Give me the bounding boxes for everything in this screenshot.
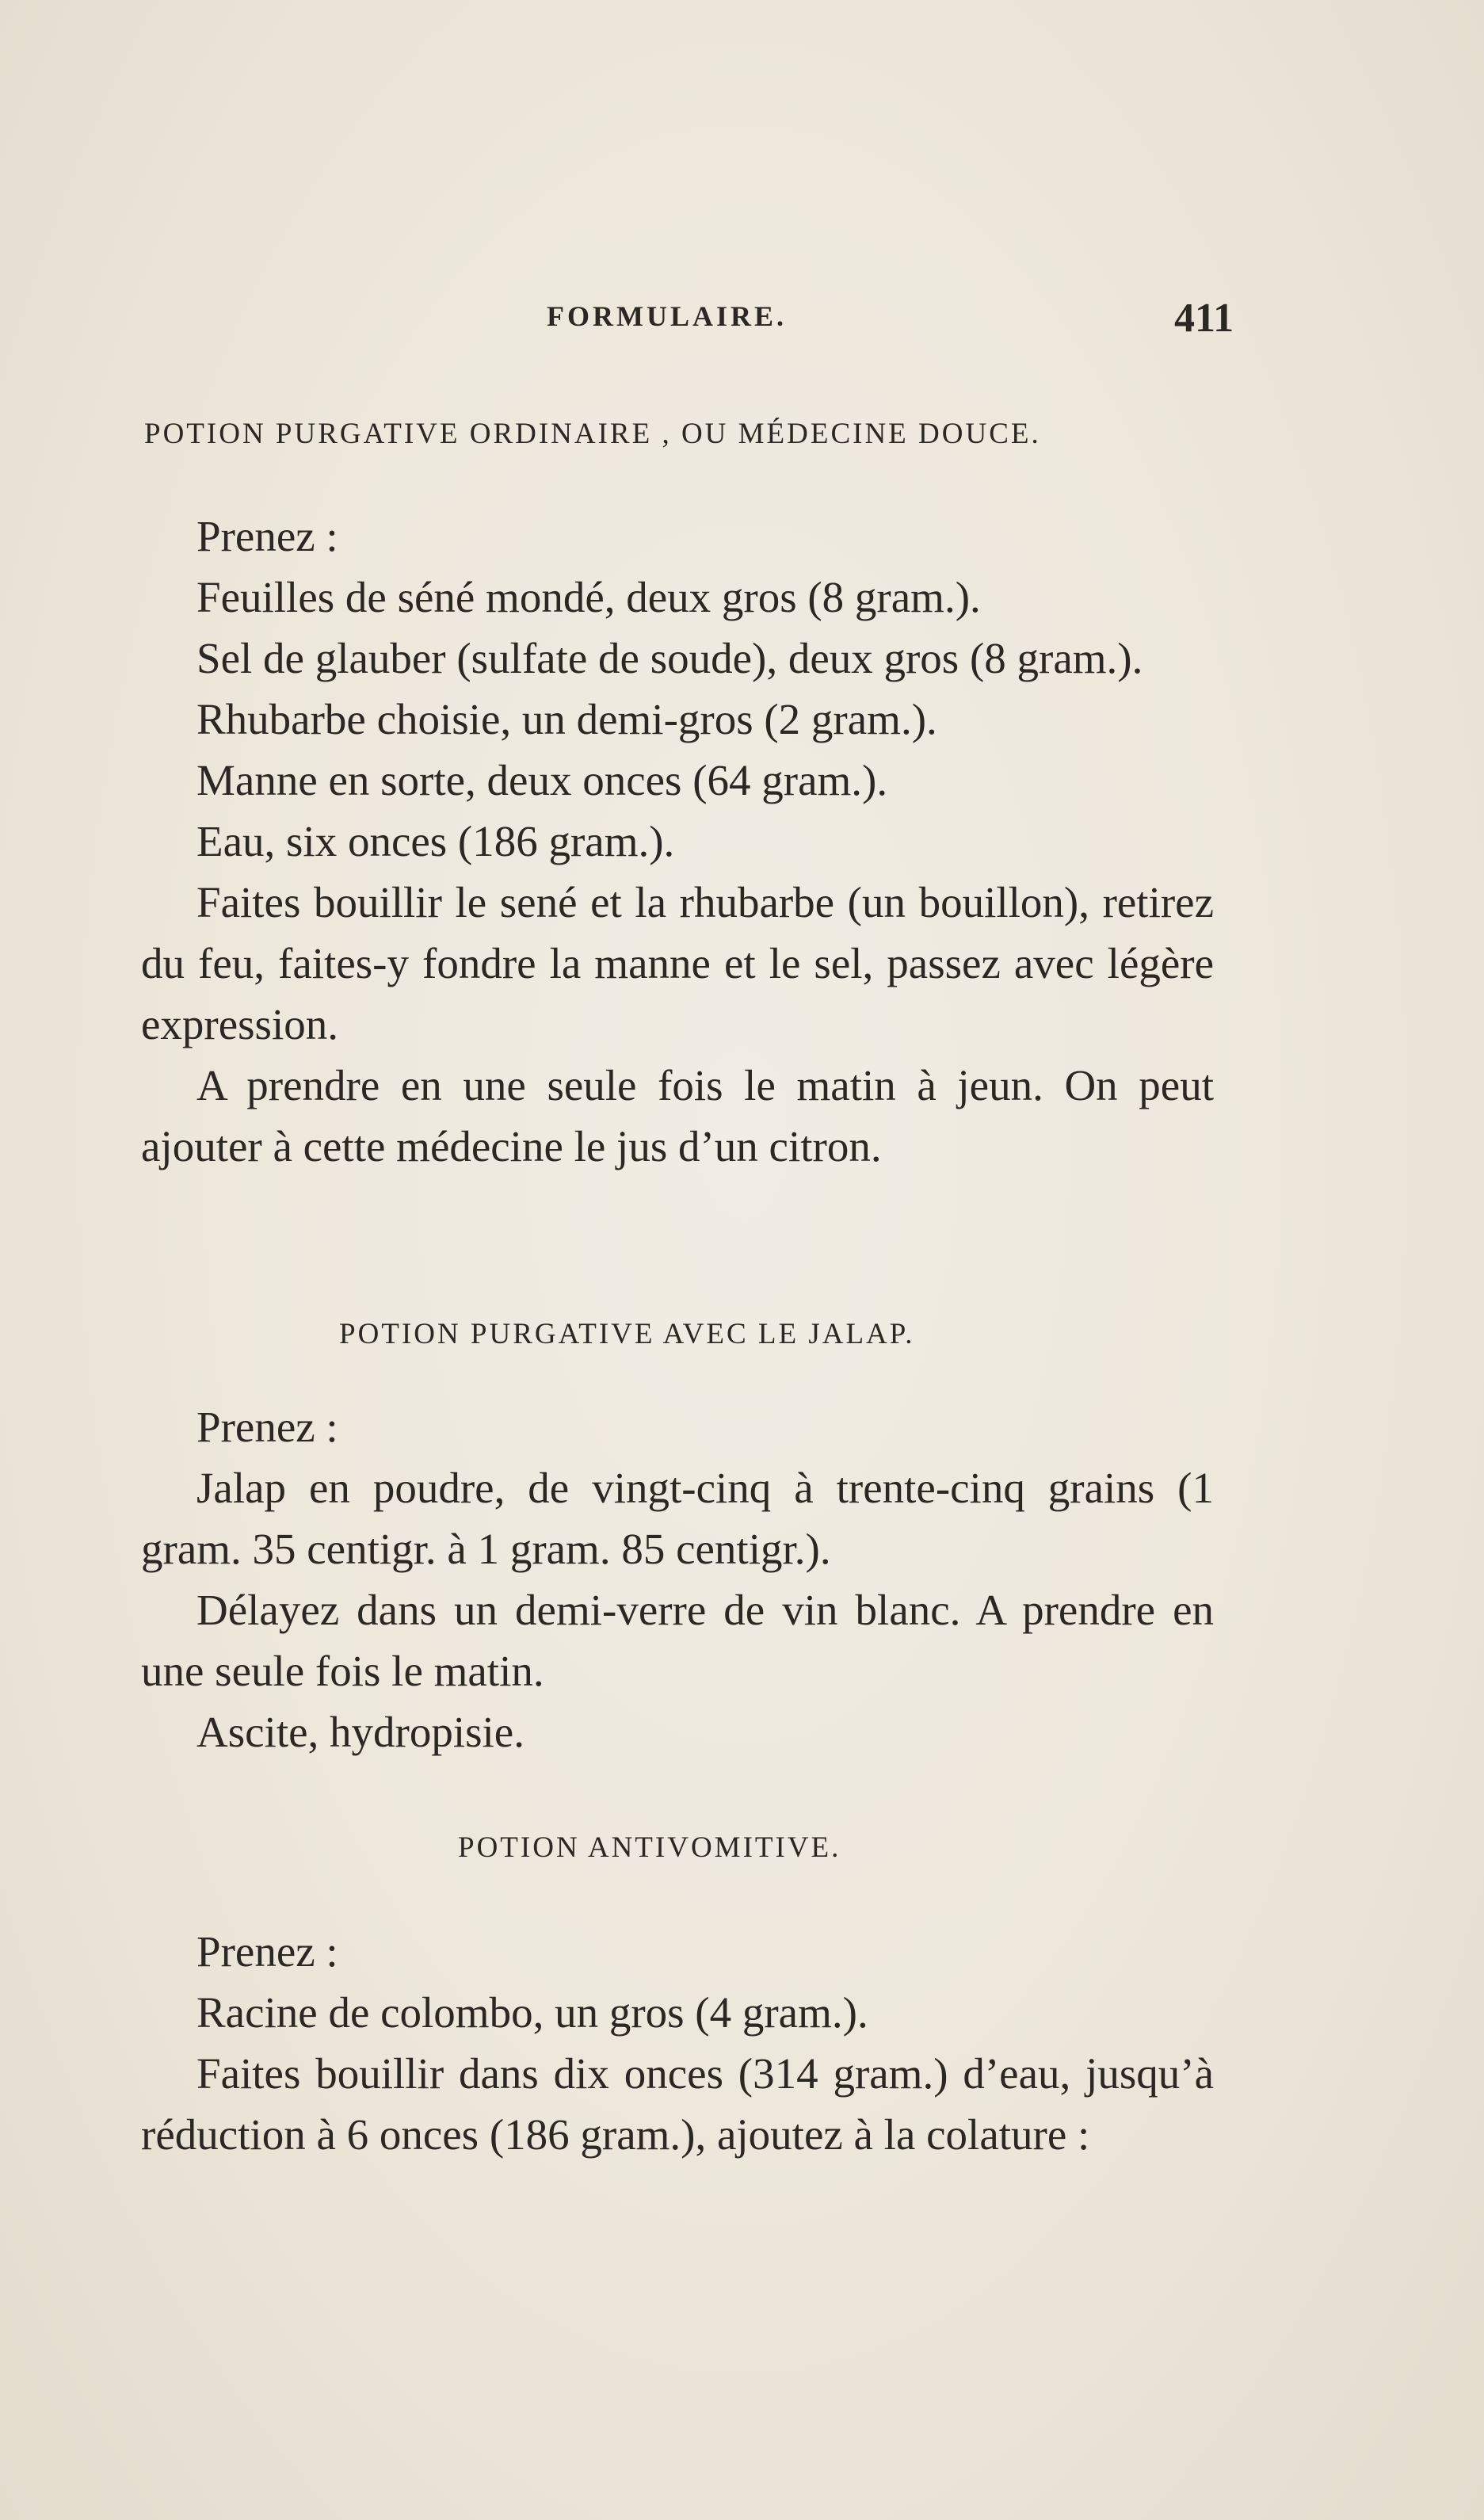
paragraph: Sel de glauber (sulfate de soude), deux gros (8 gram.). [196,634,1143,682]
paragraph: Jalap en poudre, de vingt-cinq à trente-cinq grains (1 gram. 35 centigr. à 1 gram. 85 centigr.). [141,1464,1214,1573]
paragraph: Délayez dans un demi-verre de vin blanc. A prendre en une seule fois le matin. [141,1586,1214,1695]
paragraph: Rhubarbe choisie, un demi-gros (2 gram.). [196,695,937,743]
section-heading-antivomitive: POTION ANTIVOMITIVE. [458,1831,841,1864]
paragraph: Feuilles de séné mondé, deux gros (8 gram.). [196,573,981,621]
paragraph: Prenez : [196,1927,338,1976]
paragraph: Racine de colombo, un gros (4 gram.). [196,1988,868,2037]
paragraph: Manne en sorte, deux onces (64 gram.). [196,756,888,804]
running-head: FORMULAIRE. [547,300,787,332]
paragraph: Ascite, hydropisie. [196,1708,525,1756]
paragraph: Prenez : [196,512,338,560]
section-heading-purgative-ordinary: POTION PURGATIVE ORDINAIRE , OU MÉDECINE DOUCE. [144,418,1041,450]
paragraph: Eau, six onces (186 gram.). [196,817,675,865]
paragraph: Prenez : [196,1403,338,1451]
section-body-purgative-ordinary [141,506,1214,1177]
paragraph: A prendre en une seule fois le matin à jeun. On peut ajouter à cette médecine le jus d’un citron. [141,1061,1214,1170]
section-heading-purgative-jalap: POTION PURGATIVE AVEC LE JALAP. [339,1318,915,1350]
paragraph: Faites bouillir dans dix onces (314 gram.) d’eau, jusqu’à réduction à 6 onces (186 gram.), ajoutez à la colature : [141,2049,1214,2159]
section-body-antivomitive [141,1921,1214,2165]
page-number: 411 [1174,296,1234,341]
paragraph: Faites bouillir le sené et la rhubarbe (un bouillon), retirez du feu, faites-y fondre la manne et le sel, passez avec légère expression. [141,878,1214,1048]
section-body-purgative-jalap [141,1396,1214,1762]
